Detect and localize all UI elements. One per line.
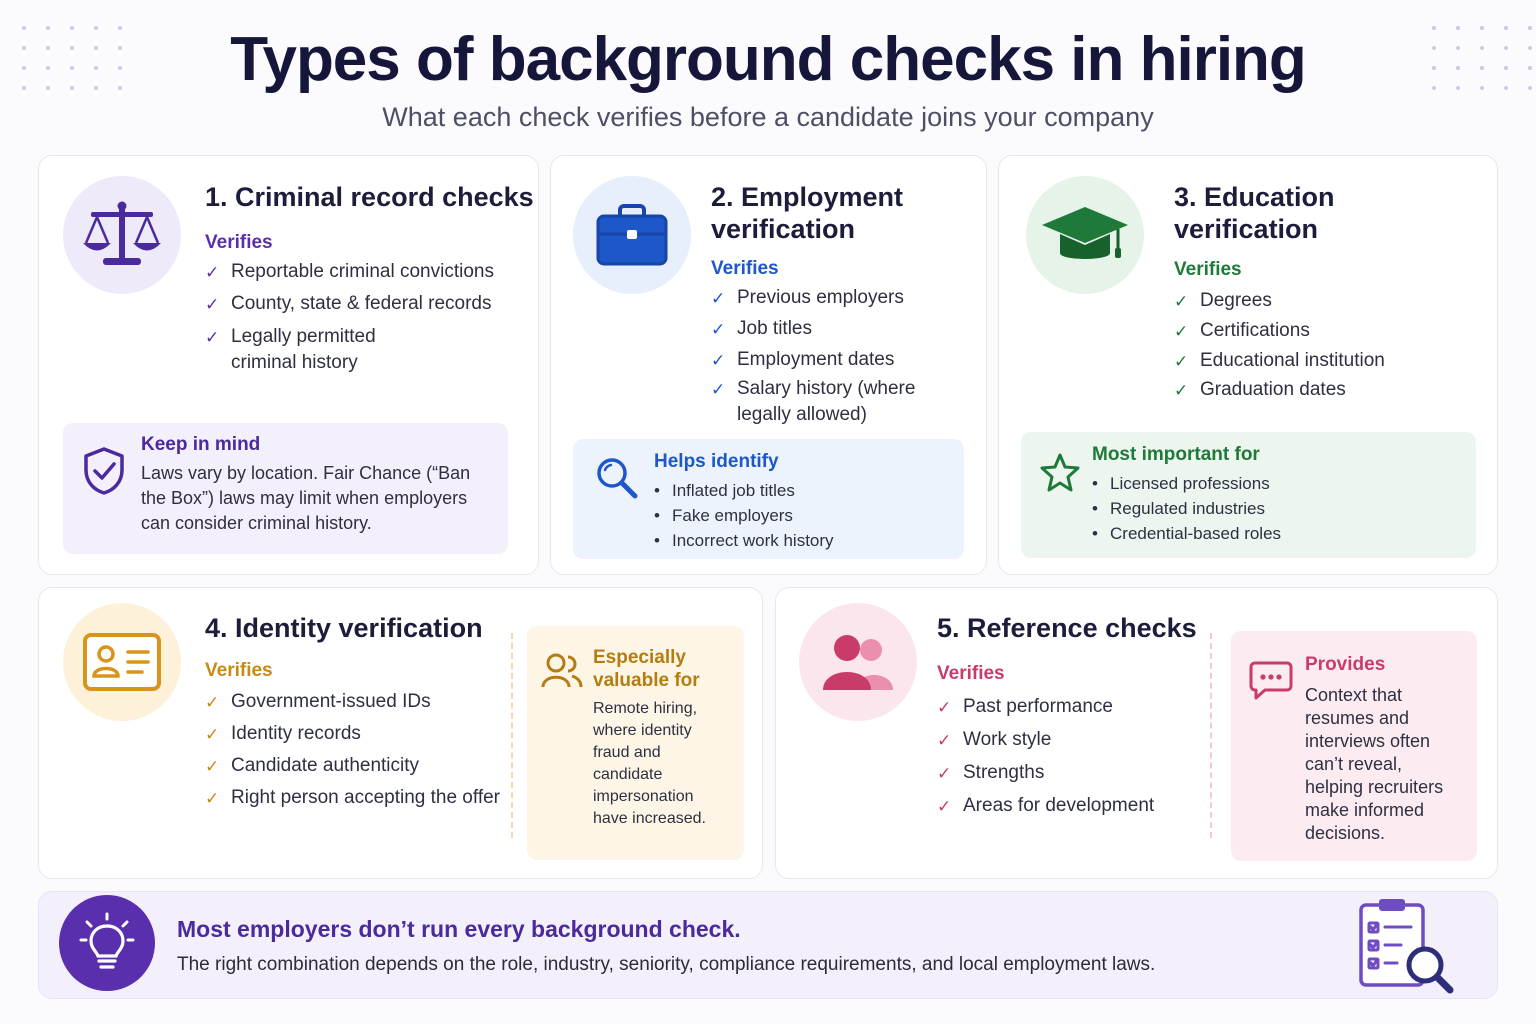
employment-icon-circle xyxy=(573,176,691,294)
identity-verification-card xyxy=(38,587,763,879)
list-item: ✓ Previous employers xyxy=(711,287,904,308)
list-item: • Licensed professions xyxy=(1092,471,1442,496)
reference-divider xyxy=(1210,633,1212,838)
list-item: ✓ Government-issued IDs xyxy=(205,691,431,712)
scales-icon xyxy=(81,200,163,270)
lightbulb-icon-circle xyxy=(59,895,155,991)
list-item: ✓ Graduation dates xyxy=(1174,379,1346,400)
criminal-note-title: Keep in mind xyxy=(141,434,261,455)
people-icon xyxy=(541,652,583,690)
education-title: 3. Education verification xyxy=(1174,182,1335,244)
list-item: ✓ Salary history (where legally allowed) xyxy=(711,378,916,425)
list-item: ✓ County, state & federal records xyxy=(205,293,492,314)
list-item: ✓ Degrees xyxy=(1174,290,1272,311)
education-note-title: Most important for xyxy=(1092,444,1260,465)
list-item: ✓ Right person accepting the offer xyxy=(205,787,500,808)
reference-note-title: Provides xyxy=(1305,654,1386,675)
lightbulb-icon xyxy=(79,912,135,974)
list-item: ✓ Areas for development xyxy=(937,795,1155,816)
employment-title: 2. Employment verification xyxy=(711,182,904,244)
reference-title: 5. Reference checks xyxy=(937,613,1197,643)
list-item: ✓ Reportable criminal convictions xyxy=(205,261,494,282)
identity-verifies-label: Verifies xyxy=(205,660,273,681)
list-item: ✓ Employment dates xyxy=(711,349,895,370)
list-item: ✓ Legally permitted criminal history xyxy=(205,326,376,373)
criminal-record-card xyxy=(38,155,539,575)
reference-verifies-label: Verifies xyxy=(937,663,1005,684)
identity-note-text: Remote hiring, where identity fraud and candidate impersonation have increased. xyxy=(593,700,706,827)
star-icon xyxy=(1039,452,1081,492)
magnifier-icon xyxy=(595,456,639,500)
employment-verification-card xyxy=(550,155,987,575)
employment-note-title: Helps identify xyxy=(654,451,779,472)
shield-check-icon xyxy=(82,446,126,496)
list-item: ✓ Educational institution xyxy=(1174,350,1385,371)
list-item: ✓ Work style xyxy=(937,729,1052,750)
list-item: • Incorrect work history xyxy=(654,528,954,553)
criminal-verifies-label: Verifies xyxy=(205,232,273,253)
identity-divider xyxy=(511,633,513,838)
list-item: ✓ Certifications xyxy=(1174,320,1310,341)
page-subtitle: What each check verifies before a candidate joins your company xyxy=(382,102,1154,132)
list-item: ✓ Job titles xyxy=(711,318,812,339)
list-item: • Fake employers xyxy=(654,503,954,528)
list-item: • Inflated job titles xyxy=(654,478,954,503)
education-verifies-list xyxy=(1174,289,1474,402)
id-card-icon xyxy=(82,632,162,692)
criminal-note-text: Laws vary by location. Fair Chance (“Ban the Box”) laws may limit when employers can consider criminal history. xyxy=(141,463,471,533)
footer-headline: Most employers don’t run every background check. xyxy=(177,916,741,942)
criminal-verifies-list xyxy=(205,260,515,376)
education-icon-circle xyxy=(1026,176,1144,294)
employment-verifies-label: Verifies xyxy=(711,258,779,279)
identity-verifies-list xyxy=(205,690,525,810)
footer-text: The right combination depends on the role, industry, seniority, compliance requirements, and local employment laws. xyxy=(177,954,1156,975)
identity-title: 4. Identity verification xyxy=(205,613,483,643)
checklist-magnifier-icon xyxy=(1355,895,1455,995)
reference-verifies-list xyxy=(937,695,1197,818)
list-item: ✓ Candidate authenticity xyxy=(205,755,420,776)
employment-verifies-list xyxy=(711,286,941,428)
list-item: • Credential-based roles xyxy=(1092,521,1442,546)
education-note-list xyxy=(1092,471,1442,546)
reference-icon-circle xyxy=(799,603,917,721)
reference-checks-card xyxy=(775,587,1498,879)
page-title: Types of background checks in hiring xyxy=(230,25,1306,94)
reference-note-text: Context that resumes and interviews often can’t reveal, helping recruiters make informed decisions. xyxy=(1305,685,1444,843)
list-item: ✓ Identity records xyxy=(205,723,361,744)
employment-note-list xyxy=(654,478,954,553)
education-verification-card xyxy=(998,155,1498,575)
list-item: ✓ Past performance xyxy=(937,696,1113,717)
chat-bubble-icon xyxy=(1249,660,1293,700)
graduation-cap-icon xyxy=(1040,203,1130,267)
education-verifies-label: Verifies xyxy=(1174,259,1242,280)
briefcase-icon xyxy=(596,204,668,266)
list-item: • Regulated industries xyxy=(1092,496,1442,521)
identity-icon-circle xyxy=(63,603,181,721)
footer-banner xyxy=(38,891,1498,999)
list-item: ✓ Strengths xyxy=(937,762,1045,783)
people-icon xyxy=(819,632,897,692)
criminal-title: 1. Criminal record checks xyxy=(205,182,534,212)
criminal-icon-circle xyxy=(63,176,181,294)
identity-note-title: Especially valuable for xyxy=(593,647,700,691)
